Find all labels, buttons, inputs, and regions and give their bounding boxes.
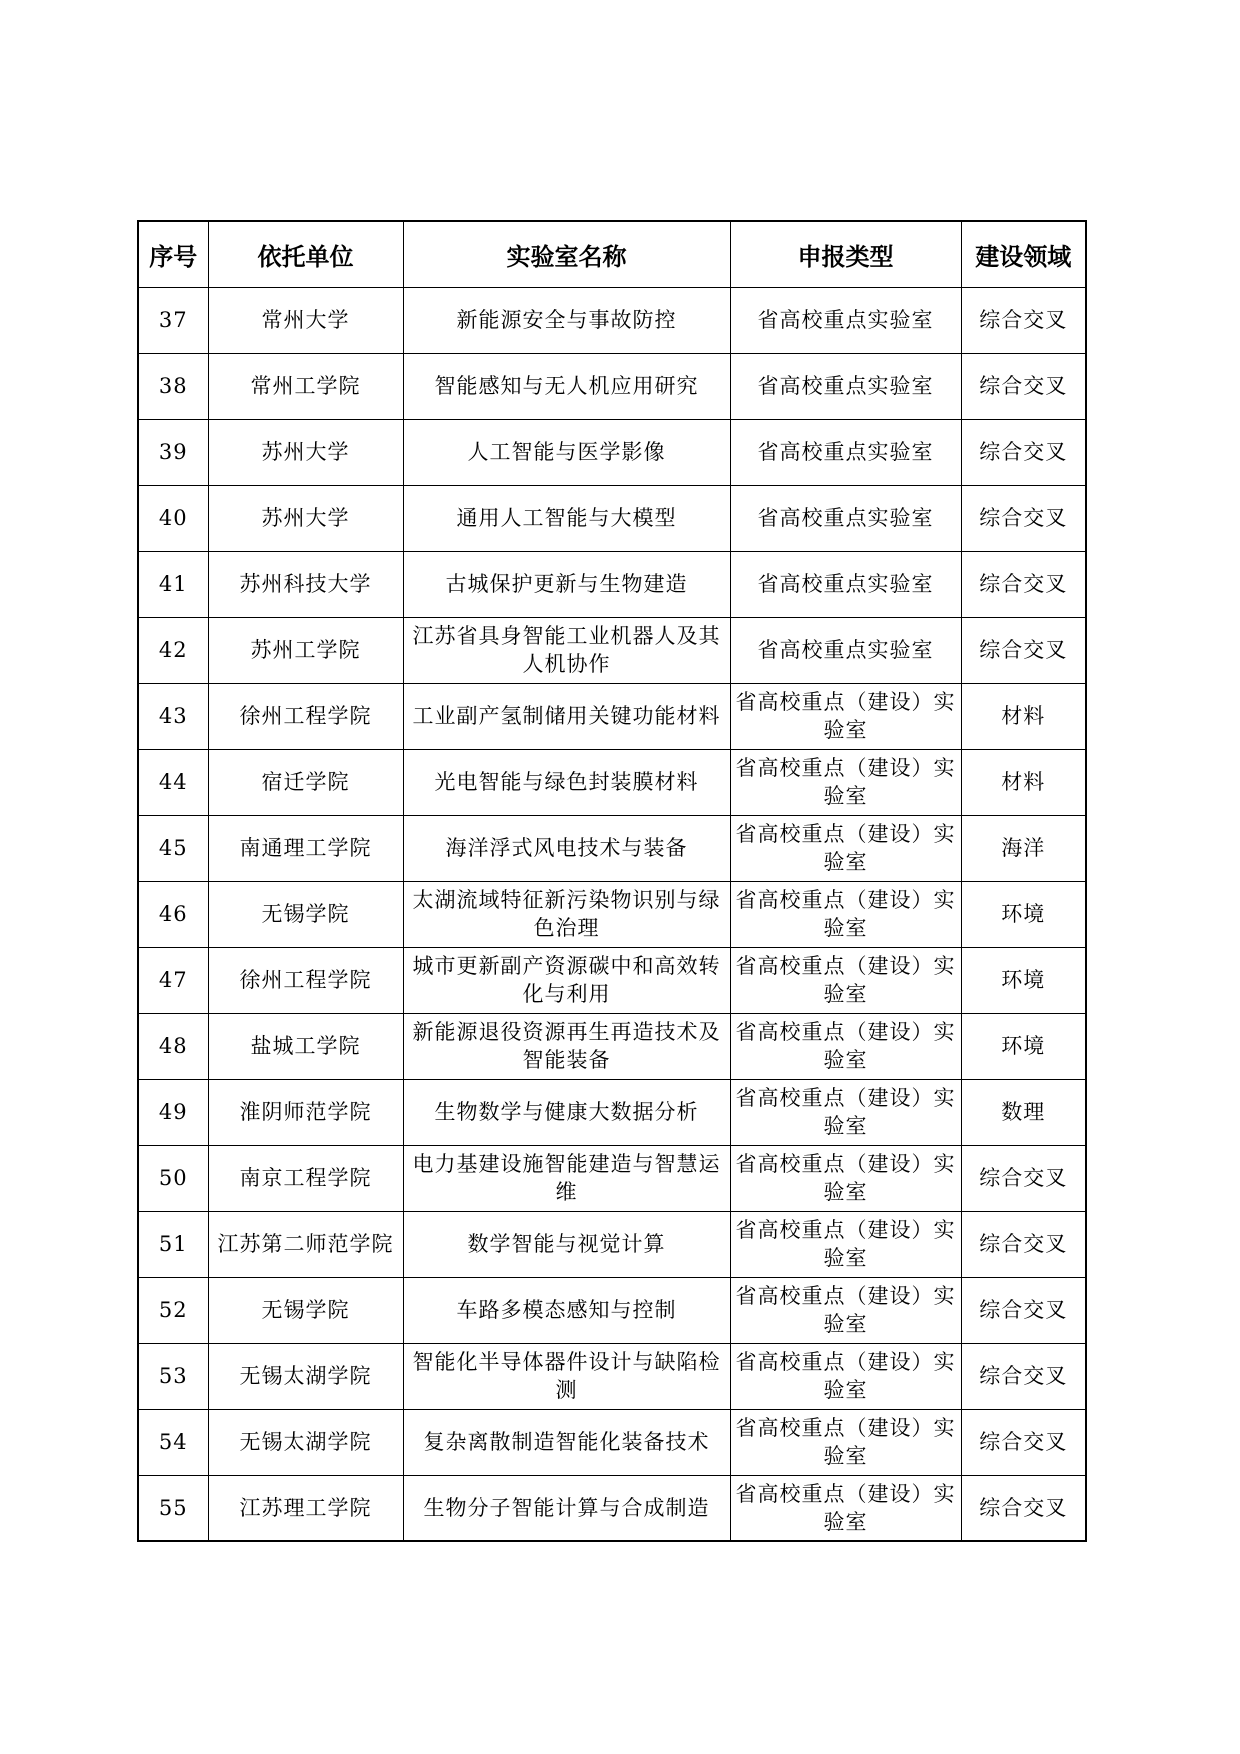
table-row — [138, 947, 1086, 1013]
cell-unit: 苏州大学 — [208, 419, 403, 485]
cell-field: 海洋 — [961, 815, 1086, 881]
cell-type: 省高校重点（建设）实验室 — [730, 947, 961, 1013]
cell-unit: 江苏第二师范学院 — [208, 1211, 403, 1277]
cell-lab-name: 城市更新副产资源碳中和高效转化与利用 — [403, 947, 730, 1013]
cell-unit: 淮阴师范学院 — [208, 1079, 403, 1145]
table-row — [138, 749, 1086, 815]
cell-lab-name: 江苏省具身智能工业机器人及其人机协作 — [403, 617, 730, 683]
cell-lab-name: 通用人工智能与大模型 — [403, 485, 730, 551]
table-row — [138, 287, 1086, 353]
cell-field: 综合交叉 — [961, 551, 1086, 617]
cell-field: 综合交叉 — [961, 353, 1086, 419]
cell-lab-name: 古城保护更新与生物建造 — [403, 551, 730, 617]
cell-lab-name: 智能化半导体器件设计与缺陷检测 — [403, 1343, 730, 1409]
table-row — [138, 485, 1086, 551]
table-header-row — [138, 221, 1086, 287]
table-row — [138, 617, 1086, 683]
cell-unit: 宿迁学院 — [208, 749, 403, 815]
cell-type: 省高校重点实验室 — [730, 287, 961, 353]
cell-lab-name: 电力基建设施智能建造与智慧运维 — [403, 1145, 730, 1211]
cell-lab-name: 车路多模态感知与控制 — [403, 1277, 730, 1343]
cell-field: 综合交叉 — [961, 287, 1086, 353]
table-row — [138, 1343, 1086, 1409]
cell-lab-name: 工业副产氢制储用关键功能材料 — [403, 683, 730, 749]
cell-no: 42 — [138, 617, 208, 683]
cell-type: 省高校重点（建设）实验室 — [730, 749, 961, 815]
cell-no: 52 — [138, 1277, 208, 1343]
cell-no: 41 — [138, 551, 208, 617]
cell-type: 省高校重点（建设）实验室 — [730, 683, 961, 749]
cell-field: 综合交叉 — [961, 1343, 1086, 1409]
table-row — [138, 1145, 1086, 1211]
cell-unit: 徐州工程学院 — [208, 947, 403, 1013]
cell-unit: 盐城工学院 — [208, 1013, 403, 1079]
table-row — [138, 1475, 1086, 1541]
cell-no: 46 — [138, 881, 208, 947]
cell-unit: 江苏理工学院 — [208, 1475, 403, 1541]
cell-lab-name: 人工智能与医学影像 — [403, 419, 730, 485]
cell-lab-name: 复杂离散制造智能化装备技术 — [403, 1409, 730, 1475]
cell-type: 省高校重点（建设）实验室 — [730, 1475, 961, 1541]
header-unit: 依托单位 — [208, 221, 403, 287]
table-row — [138, 1211, 1086, 1277]
table-row — [138, 1079, 1086, 1145]
header-type: 申报类型 — [730, 221, 961, 287]
cell-field: 综合交叉 — [961, 1145, 1086, 1211]
cell-type: 省高校重点（建设）实验室 — [730, 1211, 961, 1277]
table-row — [138, 815, 1086, 881]
cell-type: 省高校重点实验室 — [730, 353, 961, 419]
cell-field: 环境 — [961, 1013, 1086, 1079]
cell-type: 省高校重点（建设）实验室 — [730, 1409, 961, 1475]
cell-unit: 徐州工程学院 — [208, 683, 403, 749]
cell-no: 50 — [138, 1145, 208, 1211]
cell-lab-name: 太湖流域特征新污染物识别与绿色治理 — [403, 881, 730, 947]
cell-no: 37 — [138, 287, 208, 353]
cell-lab-name: 新能源退役资源再生再造技术及智能装备 — [403, 1013, 730, 1079]
cell-field: 环境 — [961, 947, 1086, 1013]
cell-type: 省高校重点（建设）实验室 — [730, 1013, 961, 1079]
header-field: 建设领域 — [961, 221, 1086, 287]
cell-lab-name: 数学智能与视觉计算 — [403, 1211, 730, 1277]
cell-type: 省高校重点实验室 — [730, 551, 961, 617]
cell-no: 48 — [138, 1013, 208, 1079]
cell-field: 综合交叉 — [961, 1277, 1086, 1343]
table-row — [138, 353, 1086, 419]
table-row — [138, 1277, 1086, 1343]
table-row — [138, 551, 1086, 617]
cell-type: 省高校重点（建设）实验室 — [730, 1343, 961, 1409]
cell-lab-name: 生物数学与健康大数据分析 — [403, 1079, 730, 1145]
cell-unit: 南通理工学院 — [208, 815, 403, 881]
cell-type: 省高校重点（建设）实验室 — [730, 1277, 961, 1343]
cell-no: 54 — [138, 1409, 208, 1475]
cell-unit: 无锡学院 — [208, 1277, 403, 1343]
cell-type: 省高校重点（建设）实验室 — [730, 815, 961, 881]
cell-unit: 无锡学院 — [208, 881, 403, 947]
cell-unit: 常州工学院 — [208, 353, 403, 419]
cell-type: 省高校重点实验室 — [730, 617, 961, 683]
cell-type: 省高校重点（建设）实验室 — [730, 1079, 961, 1145]
cell-unit: 苏州大学 — [208, 485, 403, 551]
cell-no: 43 — [138, 683, 208, 749]
cell-field: 材料 — [961, 749, 1086, 815]
cell-unit: 常州大学 — [208, 287, 403, 353]
table-row — [138, 683, 1086, 749]
cell-type: 省高校重点实验室 — [730, 485, 961, 551]
cell-type: 省高校重点实验室 — [730, 419, 961, 485]
cell-unit: 苏州科技大学 — [208, 551, 403, 617]
table-row — [138, 1013, 1086, 1079]
cell-lab-name: 生物分子智能计算与合成制造 — [403, 1475, 730, 1541]
cell-no: 45 — [138, 815, 208, 881]
cell-unit: 无锡太湖学院 — [208, 1409, 403, 1475]
cell-lab-name: 智能感知与无人机应用研究 — [403, 353, 730, 419]
table-row — [138, 1409, 1086, 1475]
cell-no: 51 — [138, 1211, 208, 1277]
cell-field: 综合交叉 — [961, 617, 1086, 683]
cell-unit: 无锡太湖学院 — [208, 1343, 403, 1409]
cell-field: 综合交叉 — [961, 1475, 1086, 1541]
cell-field: 综合交叉 — [961, 485, 1086, 551]
lab-list-table — [137, 220, 1087, 1542]
cell-no: 49 — [138, 1079, 208, 1145]
cell-field: 综合交叉 — [961, 1211, 1086, 1277]
cell-field: 数理 — [961, 1079, 1086, 1145]
cell-type: 省高校重点（建设）实验室 — [730, 881, 961, 947]
cell-no: 38 — [138, 353, 208, 419]
cell-unit: 苏州工学院 — [208, 617, 403, 683]
cell-lab-name: 新能源安全与事故防控 — [403, 287, 730, 353]
cell-no: 39 — [138, 419, 208, 485]
cell-no: 44 — [138, 749, 208, 815]
cell-lab-name: 光电智能与绿色封装膜材料 — [403, 749, 730, 815]
cell-lab-name: 海洋浮式风电技术与装备 — [403, 815, 730, 881]
header-no: 序号 — [138, 221, 208, 287]
table-row — [138, 419, 1086, 485]
cell-unit: 南京工程学院 — [208, 1145, 403, 1211]
cell-type: 省高校重点（建设）实验室 — [730, 1145, 961, 1211]
cell-no: 55 — [138, 1475, 208, 1541]
cell-field: 综合交叉 — [961, 419, 1086, 485]
header-lab-name: 实验室名称 — [403, 221, 730, 287]
cell-field: 综合交叉 — [961, 1409, 1086, 1475]
cell-no: 53 — [138, 1343, 208, 1409]
table-row — [138, 881, 1086, 947]
table-body — [138, 287, 1086, 1541]
cell-no: 40 — [138, 485, 208, 551]
cell-field: 材料 — [961, 683, 1086, 749]
cell-no: 47 — [138, 947, 208, 1013]
cell-field: 环境 — [961, 881, 1086, 947]
